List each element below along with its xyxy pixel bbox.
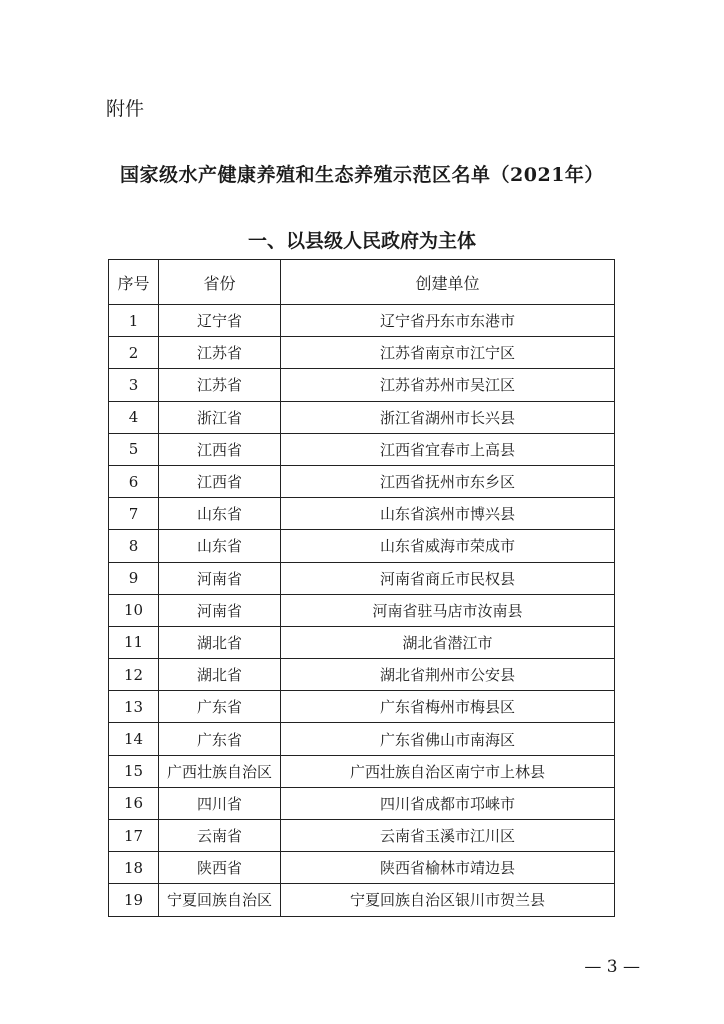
row-unit: 四川省成都市邛崃市 bbox=[281, 787, 615, 819]
row-province: 河南省 bbox=[159, 562, 281, 594]
row-province: 四川省 bbox=[159, 787, 281, 819]
row-serial-number: 5 bbox=[109, 433, 159, 465]
row-province: 广西壮族自治区 bbox=[159, 755, 281, 787]
row-serial-number: 13 bbox=[109, 691, 159, 723]
row-province: 广东省 bbox=[159, 691, 281, 723]
row-serial-number: 3 bbox=[109, 369, 159, 401]
table-row bbox=[109, 305, 615, 337]
row-serial-number: 4 bbox=[109, 401, 159, 433]
row-unit: 广西壮族自治区南宁市上林县 bbox=[281, 755, 615, 787]
row-province: 陕西省 bbox=[159, 852, 281, 884]
row-province: 湖北省 bbox=[159, 626, 281, 658]
row-province: 浙江省 bbox=[159, 401, 281, 433]
row-province: 江苏省 bbox=[159, 369, 281, 401]
table-body bbox=[109, 305, 615, 917]
row-serial-number: 18 bbox=[109, 852, 159, 884]
table-row bbox=[109, 884, 615, 916]
row-unit: 江西省宜春市上高县 bbox=[281, 433, 615, 465]
row-serial-number: 8 bbox=[109, 530, 159, 562]
row-province: 山东省 bbox=[159, 498, 281, 530]
row-province: 广东省 bbox=[159, 723, 281, 755]
row-unit: 陕西省榆林市靖边县 bbox=[281, 852, 615, 884]
row-serial-number: 11 bbox=[109, 626, 159, 658]
table-row bbox=[109, 723, 615, 755]
row-unit: 湖北省荆州市公安县 bbox=[281, 659, 615, 691]
document-title: 国家级水产健康养殖和生态养殖示范区名单（2021年） bbox=[120, 164, 604, 186]
row-serial-number: 15 bbox=[109, 755, 159, 787]
table-row bbox=[109, 626, 615, 658]
row-unit: 广东省梅州市梅县区 bbox=[281, 691, 615, 723]
row-unit: 江西省抚州市东乡区 bbox=[281, 465, 615, 497]
table-row bbox=[109, 659, 615, 691]
table-row bbox=[109, 594, 615, 626]
table-row bbox=[109, 852, 615, 884]
row-unit: 河南省驻马店市汝南县 bbox=[281, 594, 615, 626]
row-province: 山东省 bbox=[159, 530, 281, 562]
row-serial-number: 9 bbox=[109, 562, 159, 594]
row-serial-number: 6 bbox=[109, 465, 159, 497]
row-province: 宁夏回族自治区 bbox=[159, 884, 281, 916]
attachment-label: 附件 bbox=[106, 98, 145, 120]
table-row bbox=[109, 691, 615, 723]
table-header bbox=[109, 260, 615, 305]
section-title: 一、以县级人民政府为主体 bbox=[247, 230, 476, 252]
table-row bbox=[109, 530, 615, 562]
row-serial-number: 19 bbox=[109, 884, 159, 916]
row-province: 辽宁省 bbox=[159, 305, 281, 337]
demonstration-zone-table bbox=[108, 259, 615, 917]
table-row bbox=[109, 337, 615, 369]
row-unit: 云南省玉溪市江川区 bbox=[281, 820, 615, 852]
row-province: 江苏省 bbox=[159, 337, 281, 369]
row-province: 湖北省 bbox=[159, 659, 281, 691]
row-serial-number: 12 bbox=[109, 659, 159, 691]
table-row bbox=[109, 787, 615, 819]
header-province: 省份 bbox=[159, 260, 281, 305]
row-unit: 宁夏回族自治区银川市贺兰县 bbox=[281, 884, 615, 916]
row-serial-number: 7 bbox=[109, 498, 159, 530]
row-unit: 辽宁省丹东市东港市 bbox=[281, 305, 615, 337]
row-province: 河南省 bbox=[159, 594, 281, 626]
row-serial-number: 1 bbox=[109, 305, 159, 337]
table-row bbox=[109, 755, 615, 787]
table-row bbox=[109, 820, 615, 852]
row-serial-number: 16 bbox=[109, 787, 159, 819]
header-serial-number: 序号 bbox=[109, 260, 159, 305]
table-row bbox=[109, 498, 615, 530]
row-unit: 江苏省苏州市吴江区 bbox=[281, 369, 615, 401]
row-unit: 浙江省湖州市长兴县 bbox=[281, 401, 615, 433]
row-unit: 山东省威海市荣成市 bbox=[281, 530, 615, 562]
row-serial-number: 14 bbox=[109, 723, 159, 755]
row-serial-number: 2 bbox=[109, 337, 159, 369]
table-row bbox=[109, 465, 615, 497]
table-header-row bbox=[109, 260, 615, 305]
row-unit: 湖北省潜江市 bbox=[281, 626, 615, 658]
table-row bbox=[109, 401, 615, 433]
row-serial-number: 17 bbox=[109, 820, 159, 852]
table-row bbox=[109, 562, 615, 594]
row-province: 江西省 bbox=[159, 433, 281, 465]
row-serial-number: 10 bbox=[109, 594, 159, 626]
row-unit: 河南省商丘市民权县 bbox=[281, 562, 615, 594]
table-row bbox=[109, 369, 615, 401]
row-unit: 江苏省南京市江宁区 bbox=[281, 337, 615, 369]
row-unit: 广东省佛山市南海区 bbox=[281, 723, 615, 755]
header-unit: 创建单位 bbox=[281, 260, 615, 305]
page-number: — 3 — bbox=[584, 957, 640, 977]
row-province: 江西省 bbox=[159, 465, 281, 497]
table-row bbox=[109, 433, 615, 465]
row-unit: 山东省滨州市博兴县 bbox=[281, 498, 615, 530]
row-province: 云南省 bbox=[159, 820, 281, 852]
